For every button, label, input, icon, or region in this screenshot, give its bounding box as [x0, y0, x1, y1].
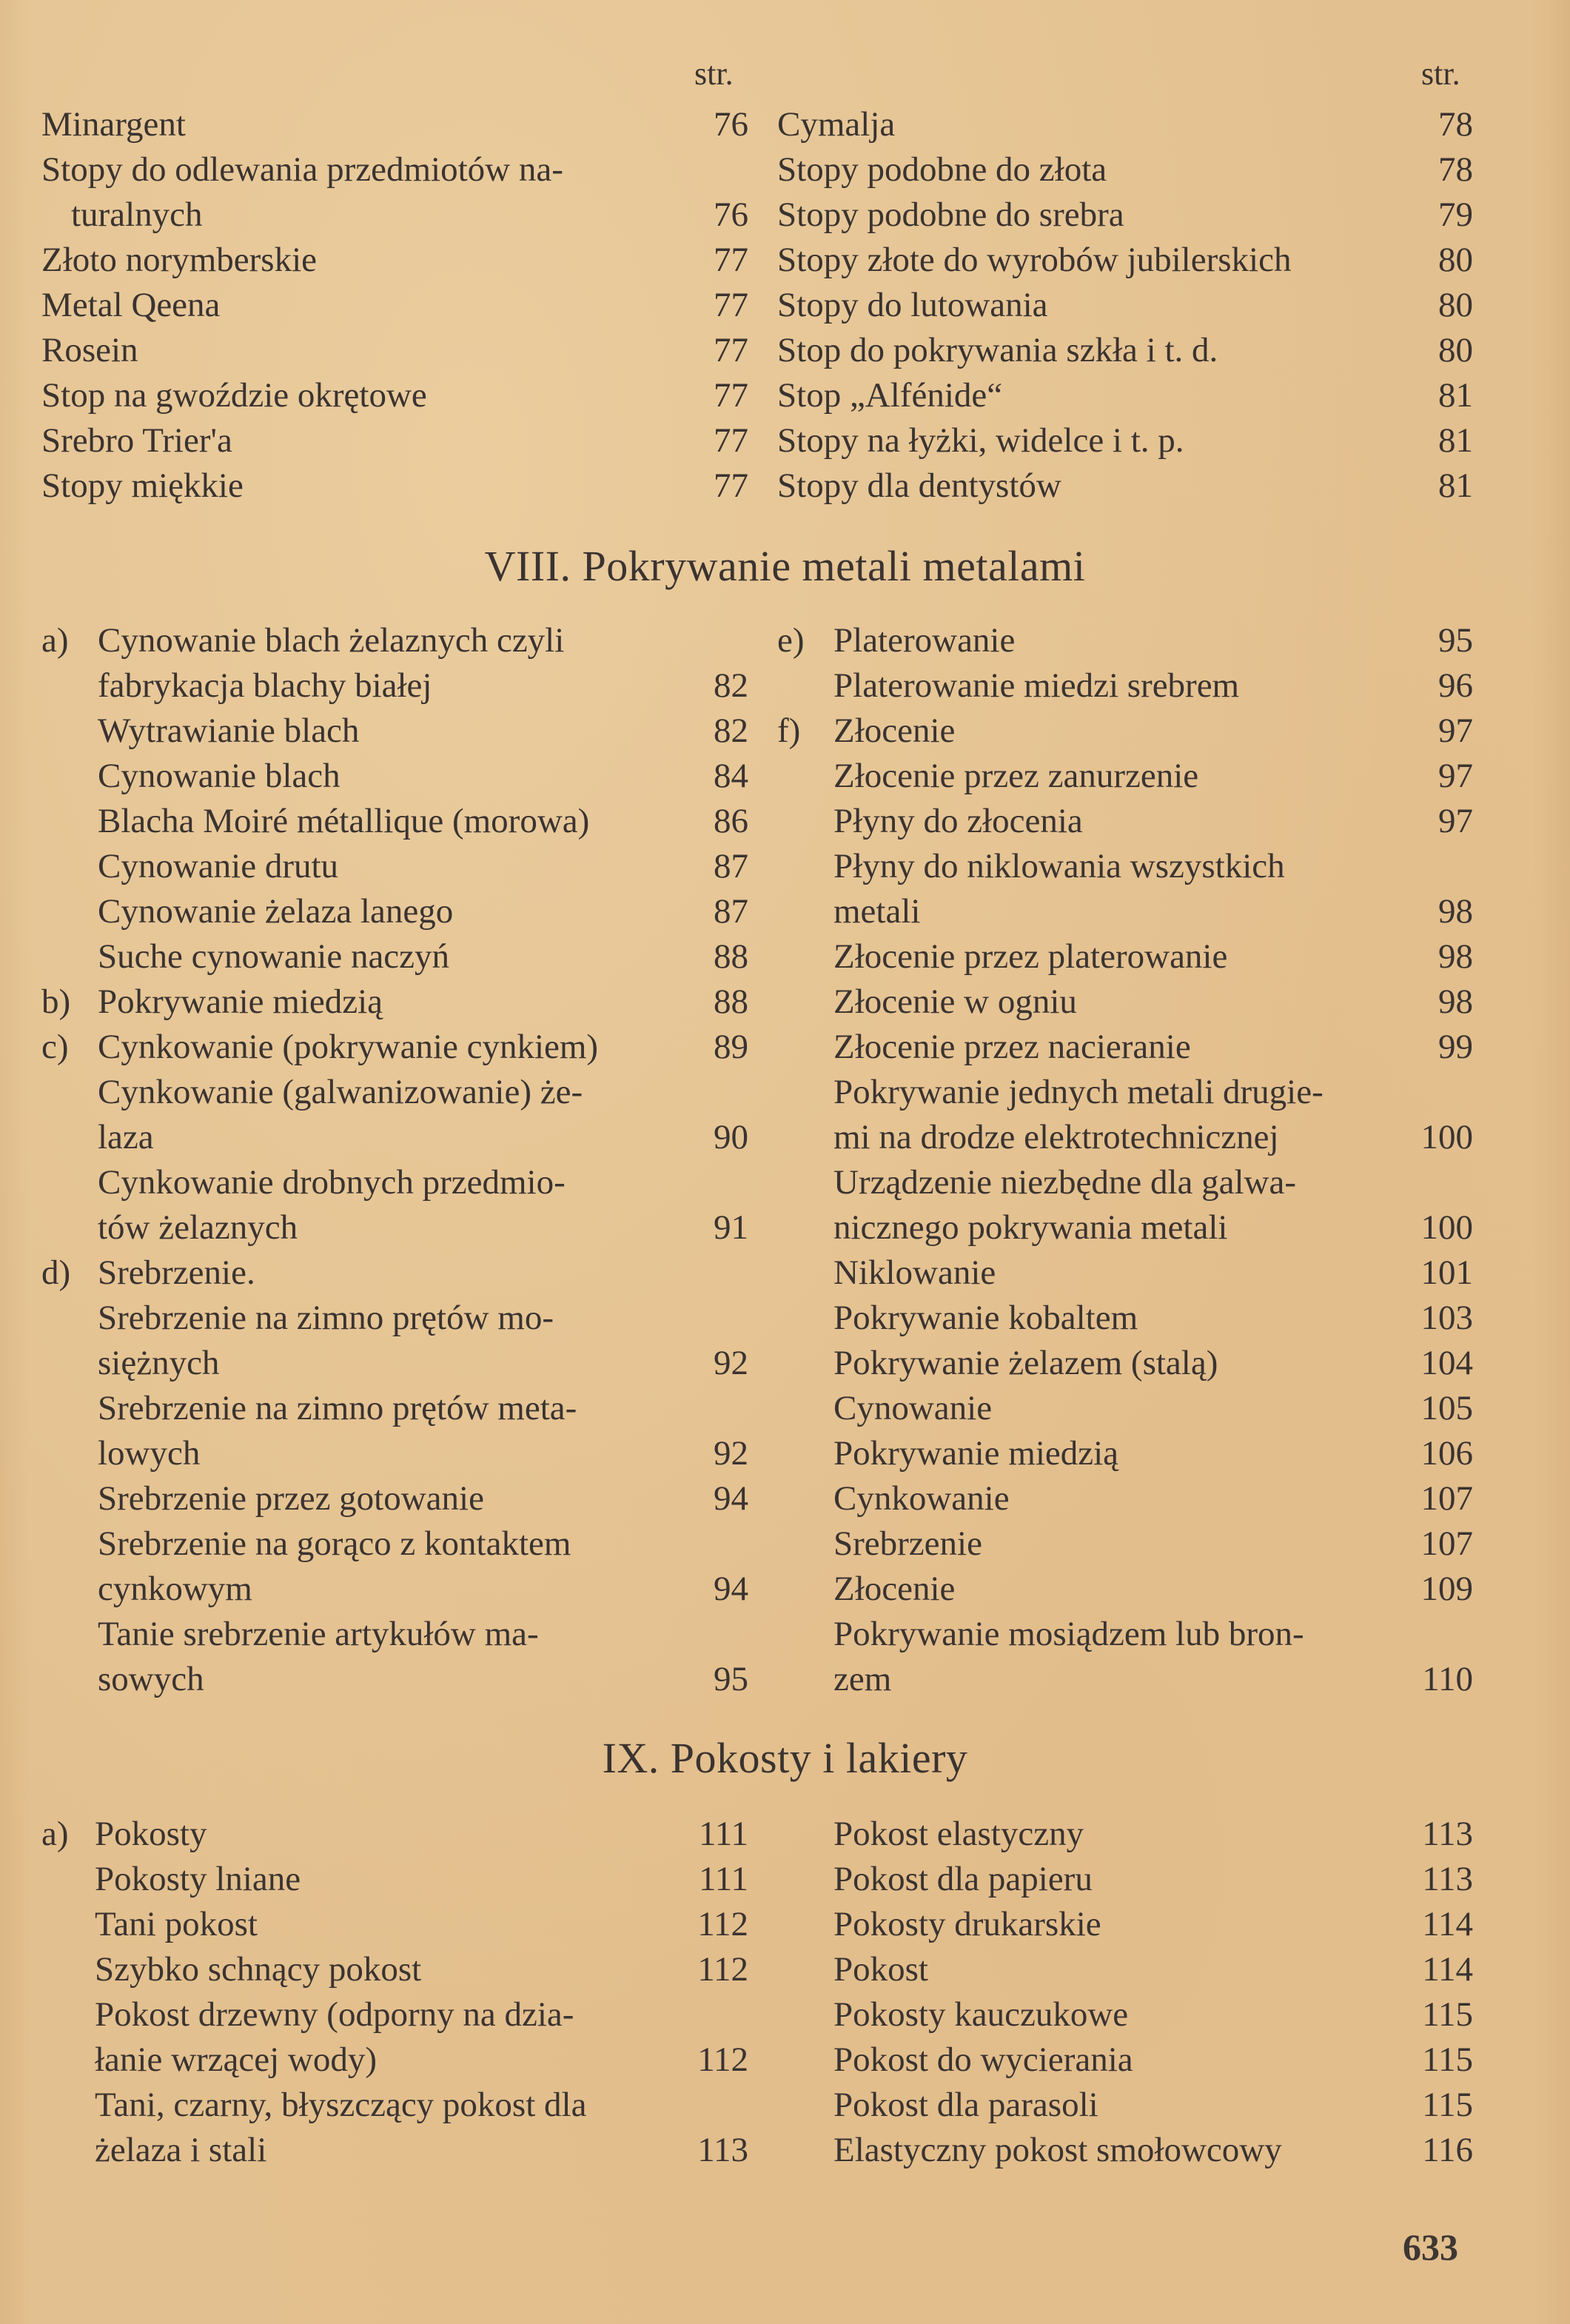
toc-entry — [41, 328, 748, 373]
toc-top-right-column — [777, 102, 1473, 509]
toc-entry — [41, 1431, 748, 1476]
toc-entry-page: 98 — [1438, 982, 1473, 1021]
toc-entry-title: Blacha Moiré métallique (morowa) — [98, 802, 590, 840]
toc-entry-page: 86 — [714, 802, 748, 840]
toc-entry-title: Złoto norymberskie — [41, 241, 318, 279]
toc-entry-title: Srebrzenie na zimno prętów mo- — [98, 1299, 554, 1337]
toc-entry-page: 97 — [1438, 802, 1473, 840]
toc-entry-page: 91 — [714, 1208, 748, 1247]
toc-entry-title: Stop „Alfénide“ — [777, 376, 1003, 415]
toc-entry-page: 88 — [714, 937, 748, 976]
toc-entry-page: 106 — [1420, 1434, 1473, 1473]
toc-entry-title: Srebrzenie przez gotowanie — [98, 1479, 484, 1518]
toc-entry-page: 84 — [714, 757, 748, 795]
toc-entry-title: Pokost dla parasoli — [833, 2086, 1098, 2124]
toc-entry-title: Tani, czarny, błyszczący pokost dla — [95, 2086, 587, 2124]
toc-entry-page: 82 — [714, 711, 748, 750]
toc-entry — [41, 1205, 748, 1250]
toc-entry — [777, 1812, 1473, 1857]
toc-entry-title: Złocenie — [833, 711, 956, 750]
toc-entry-title: Pokosty lniane — [95, 1860, 301, 1898]
toc-entry-page: 98 — [1438, 892, 1473, 931]
section-title-ix: IX. Pokosty i lakiery — [602, 1734, 968, 1782]
toc-entry — [41, 192, 748, 238]
toc-entry — [41, 1992, 748, 2037]
toc-entry-page: 107 — [1420, 1479, 1473, 1518]
toc-entry — [41, 2037, 748, 2083]
toc-entry-page: 92 — [714, 1434, 748, 1473]
toc-entry — [777, 1857, 1473, 1902]
toc-entry-page: 80 — [1438, 331, 1473, 369]
section-viii-right-column — [777, 618, 1473, 1702]
toc-entry — [41, 2128, 748, 2173]
toc-entry-page: 77 — [714, 331, 748, 369]
toc-entry-title: Cynowanie blach — [98, 757, 340, 795]
toc-entry — [777, 147, 1473, 192]
toc-entry-title: Cynowanie drutu — [98, 847, 339, 885]
toc-entry — [777, 799, 1473, 844]
toc-entry-page: 77 — [714, 466, 748, 505]
toc-entry — [777, 1476, 1473, 1521]
toc-entry-title: Stop na gwoździe okrętowe — [41, 376, 427, 415]
toc-entry-title: Cynkowanie drobnych przedmio- — [98, 1163, 566, 1202]
toc-entry-title: fabrykacja blachy białej — [98, 666, 432, 705]
toc-entry-title: Srebro Trier'a — [41, 421, 232, 460]
toc-entry-title: nicznego pokrywania metali — [833, 1208, 1228, 1247]
toc-entry — [777, 663, 1473, 709]
toc-entry-title: Platerowanie — [833, 621, 1016, 660]
toc-entry-title: Złocenie przez nacieranie — [833, 1028, 1191, 1066]
toc-entry — [41, 1612, 748, 1657]
toc-entry-page: 82 — [714, 666, 748, 705]
toc-entry-title: Niklowanie — [833, 1253, 996, 1292]
toc-entry — [41, 844, 748, 889]
toc-entry-title: Złocenie przez platerowanie — [833, 937, 1228, 976]
toc-entry-title: Stopy na łyżki, widelce i t. p. — [777, 421, 1184, 460]
toc-entry-title: Stopy podobne do srebra — [777, 195, 1124, 234]
toc-entry-page: 94 — [714, 1479, 748, 1518]
toc-entry-letter: a) — [41, 621, 69, 660]
toc-entry-page: 115 — [1422, 2086, 1473, 2124]
toc-entry — [777, 709, 1473, 754]
toc-entry-title: mi na drodze elektrotechnicznej — [833, 1118, 1279, 1156]
toc-entry — [41, 1070, 748, 1115]
toc-entry-page: 81 — [1438, 466, 1473, 505]
toc-entry-page: 113 — [1422, 1815, 1473, 1853]
toc-entry-title: Pokosty drukarskie — [833, 1905, 1101, 1943]
toc-entry-page: 103 — [1420, 1299, 1473, 1337]
toc-entry-title: Pokrywanie miedzią — [98, 982, 383, 1021]
toc-entry-title: Płyny do złocenia — [833, 802, 1083, 840]
toc-entry-page: 105 — [1420, 1389, 1473, 1427]
toc-entry — [777, 1115, 1473, 1160]
toc-entry-title: Cynowanie — [833, 1389, 993, 1427]
toc-entry — [41, 1521, 748, 1567]
toc-entry — [41, 238, 748, 283]
toc-entry-title: Pokrywanie kobaltem — [833, 1299, 1138, 1337]
toc-entry-title: laza — [98, 1118, 154, 1156]
toc-entry-page: 89 — [714, 1028, 748, 1066]
toc-entry-page: 78 — [1438, 105, 1473, 144]
toc-entry-page: 79 — [1438, 195, 1473, 234]
section-ix-left-column — [41, 1812, 748, 2173]
toc-entry-title: Suche cynowanie naczyń — [98, 937, 450, 976]
toc-entry — [41, 2083, 748, 2128]
toc-entry — [777, 1250, 1473, 1296]
toc-top-left-column — [41, 102, 748, 509]
toc-entry-page: 94 — [714, 1570, 748, 1608]
toc-entry — [777, 1947, 1473, 1992]
toc-entry — [777, 1160, 1473, 1205]
toc-entry — [777, 2128, 1473, 2173]
toc-entry-letter: f) — [777, 711, 801, 750]
toc-entry — [777, 1902, 1473, 1947]
toc-entry-title: Stop do pokrywania szkła i t. d. — [777, 331, 1218, 369]
toc-entry-title: Pokrywanie mosiądzem lub bron- — [833, 1615, 1304, 1653]
toc-entry-page: 107 — [1420, 1524, 1473, 1563]
toc-entry — [41, 1567, 748, 1612]
toc-entry-letter: d) — [41, 1253, 71, 1292]
toc-entry-page: 109 — [1420, 1570, 1473, 1608]
toc-entry-page: 113 — [1422, 1860, 1473, 1898]
toc-entry — [777, 418, 1473, 463]
toc-entry — [41, 1902, 748, 1947]
toc-entry — [41, 147, 748, 192]
toc-entry-page: 81 — [1438, 421, 1473, 460]
toc-entry — [777, 2083, 1473, 2128]
toc-entry-title: Stopy złote do wyrobów jubilerskich — [777, 241, 1292, 279]
toc-entry-title: Szybko schnący pokost — [95, 1950, 422, 1989]
toc-entry-page: 113 — [697, 2131, 748, 2169]
toc-entry-title: Urządzenie niezbędne dla galwa- — [833, 1163, 1296, 1202]
toc-entry — [41, 1025, 748, 1070]
toc-entry-title: metali — [833, 892, 921, 931]
toc-entry — [777, 1657, 1473, 1702]
page-number: 633 — [1403, 2226, 1458, 2268]
toc-entry-title: Srebrzenie — [833, 1524, 982, 1563]
section-title-viii: VIII. Pokrywanie metali metalami — [484, 542, 1086, 590]
toc-entry-title: Pokost — [833, 1950, 928, 1989]
toc-entry-title: łanie wrzącej wody) — [95, 2040, 378, 2079]
toc-entry-title: Stopy do odlewania przedmiotów na- — [41, 150, 563, 189]
toc-entry-page: 76 — [714, 195, 748, 234]
toc-entry-title: Pokost dla papieru — [833, 1860, 1093, 1898]
toc-entry — [777, 889, 1473, 934]
toc-entry-title: Wytrawianie blach — [98, 711, 360, 750]
toc-entry-title: Tanie srebrzenie artykułów ma- — [98, 1615, 539, 1653]
toc-entry — [777, 1992, 1473, 2037]
toc-entry-page: 112 — [697, 2040, 748, 2079]
toc-entry — [41, 1476, 748, 1521]
toc-entry-letter: a) — [41, 1815, 69, 1853]
toc-entry — [777, 283, 1473, 328]
toc-entry-title: Stopy dla dentystów — [777, 466, 1061, 505]
toc-entry-page: 114 — [1422, 1905, 1473, 1943]
toc-entry-page: 97 — [1438, 711, 1473, 750]
toc-entry — [777, 1386, 1473, 1431]
toc-entry-page: 77 — [714, 241, 748, 279]
toc-entry-page: 114 — [1422, 1950, 1473, 1989]
toc-entry-page: 99 — [1438, 1028, 1473, 1066]
toc-entry — [777, 238, 1473, 283]
toc-entry — [777, 980, 1473, 1025]
toc-entry — [41, 663, 748, 709]
toc-entry-page: 95 — [714, 1660, 748, 1698]
toc-entry-title: Pokosty — [95, 1815, 207, 1853]
toc-entry — [777, 328, 1473, 373]
toc-entry-page: 77 — [714, 421, 748, 460]
toc-entry — [41, 418, 748, 463]
toc-entry-title: Pokrywanie żelazem (stalą) — [833, 1344, 1218, 1382]
toc-entry-title: zem — [833, 1660, 892, 1698]
toc-entry-title: Pokost do wycierania — [833, 2040, 1133, 2079]
toc-entry — [41, 1857, 748, 1902]
toc-entry — [41, 754, 748, 799]
toc-entry-title: Pokosty kauczukowe — [833, 1995, 1129, 2034]
toc-entry-title: Tani pokost — [95, 1905, 258, 1943]
toc-entry-page: 81 — [1438, 376, 1473, 415]
toc-entry — [41, 980, 748, 1025]
toc-entry-page: 87 — [714, 892, 748, 931]
toc-entry-title: Srebrzenie na zimno prętów meta- — [98, 1389, 577, 1427]
toc-entry — [41, 709, 748, 754]
toc-entry — [777, 1205, 1473, 1250]
toc-entry-title: żelaza i stali — [95, 2131, 267, 2169]
toc-entry-title: Rosein — [41, 331, 138, 369]
toc-entry — [41, 463, 748, 509]
toc-entry-letter: e) — [777, 621, 805, 660]
toc-entry-page: 100 — [1420, 1118, 1473, 1156]
toc-entry-page: 78 — [1438, 150, 1473, 189]
toc-entry — [777, 934, 1473, 980]
toc-entry-page: 88 — [714, 982, 748, 1021]
toc-entry-title: lowych — [98, 1434, 201, 1473]
toc-entry-title: Minargent — [41, 105, 186, 144]
toc-entry-title: Srebrzenie. — [98, 1253, 255, 1292]
toc-entry-title: Cynowanie żelaza lanego — [98, 892, 454, 931]
toc-entry — [41, 934, 748, 980]
toc-entry — [777, 1296, 1473, 1341]
toc-entry-title: Stopy podobne do złota — [777, 150, 1107, 189]
toc-entry-page: 100 — [1420, 1208, 1473, 1247]
toc-entry-title: Elastyczny pokost smołowcowy — [833, 2131, 1282, 2169]
toc-entry-page: 90 — [714, 1118, 748, 1156]
toc-entry — [41, 1386, 748, 1431]
toc-entry-page: 115 — [1422, 2040, 1473, 2079]
toc-entry-title: Złocenie w ogniu — [833, 982, 1077, 1021]
toc-entry-page: 104 — [1420, 1344, 1473, 1382]
toc-entry-title: tów żelaznych — [98, 1208, 298, 1247]
toc-entry-title: Płyny do niklowania wszystkich — [833, 847, 1285, 885]
toc-entry-title: siężnych — [98, 1344, 220, 1382]
toc-entry-page: 112 — [697, 1950, 748, 1989]
section-viii-left-column — [41, 618, 748, 1702]
toc-entry — [777, 1521, 1473, 1567]
toc-entry-title: Pokost drzewny (odporny na dzia- — [95, 1995, 574, 2034]
toc-entry — [777, 844, 1473, 889]
toc-entry — [41, 373, 748, 418]
toc-entry-page: 115 — [1422, 1995, 1473, 2034]
toc-entry-title: Pokrywanie jednych metali drugie- — [833, 1073, 1324, 1111]
toc-entry — [41, 102, 748, 147]
toc-entry — [777, 618, 1473, 663]
toc-entry — [777, 2037, 1473, 2083]
toc-entry — [777, 1025, 1473, 1070]
toc-entry — [41, 1160, 748, 1205]
toc-entry-title: cynkowym — [98, 1570, 252, 1608]
toc-entry — [41, 1657, 748, 1702]
toc-entry-page: 92 — [714, 1344, 748, 1382]
toc-entry — [41, 1250, 748, 1296]
toc-entry-page: 77 — [714, 286, 748, 324]
toc-entry-page: 111 — [698, 1860, 748, 1898]
toc-entry — [777, 1567, 1473, 1612]
toc-entry-page: 98 — [1438, 937, 1473, 976]
toc-entry — [41, 1812, 748, 1857]
toc-entry-title: Cynkowanie — [833, 1479, 1010, 1518]
toc-entry-letter: b) — [41, 982, 71, 1021]
toc-entry-title: Cymalja — [777, 105, 896, 144]
toc-entry-title: Metal Qeena — [41, 286, 221, 324]
toc-entry-page: 112 — [697, 1905, 748, 1943]
toc-entry-title: Pokrywanie miedzią — [833, 1434, 1119, 1473]
toc-entry — [41, 1296, 748, 1341]
toc-entry-title: Srebrzenie na gorąco z kontaktem — [98, 1524, 571, 1563]
toc-entry-letter: c) — [41, 1028, 69, 1066]
toc-entry-title: Platerowanie miedzi srebrem — [833, 666, 1240, 705]
toc-entry-title: Pokost elastyczny — [833, 1815, 1084, 1853]
toc-entry-title: Cynowanie blach żelaznych czyli — [98, 621, 565, 660]
toc-entry — [777, 1070, 1473, 1115]
toc-entry-page: 77 — [714, 376, 748, 415]
toc-entry — [41, 1115, 748, 1160]
toc-entry-title: Złocenie przez zanurzenie — [833, 757, 1199, 795]
toc-entry — [777, 1612, 1473, 1657]
toc-entry — [777, 102, 1473, 147]
toc-entry — [41, 1341, 748, 1386]
toc-entry — [41, 283, 748, 328]
page-column-header-left: str. — [694, 56, 734, 92]
section-ix-right-column — [777, 1812, 1473, 2173]
toc-entry-page: 101 — [1420, 1253, 1473, 1292]
toc-entry-title: Złocenie — [833, 1570, 956, 1608]
toc-entry-page: 97 — [1438, 757, 1473, 795]
toc-entry-page: 87 — [714, 847, 748, 885]
page-column-header-right: str. — [1421, 56, 1460, 92]
toc-entry-page: 80 — [1438, 241, 1473, 279]
toc-entry — [777, 192, 1473, 238]
toc-entry-title: turalnych — [71, 195, 203, 234]
toc-entry-page: 96 — [1438, 666, 1473, 705]
toc-entry-title: sowych — [98, 1660, 204, 1698]
toc-entry — [777, 1431, 1473, 1476]
toc-entry-title: Stopy do lutowania — [777, 286, 1048, 324]
toc-entry-page: 80 — [1438, 286, 1473, 324]
toc-entry — [777, 1341, 1473, 1386]
toc-entry-page: 111 — [698, 1815, 748, 1853]
toc-entry — [777, 463, 1473, 509]
toc-entry-title: Cynkowanie (galwanizowanie) że- — [98, 1073, 583, 1111]
toc-entry — [41, 618, 748, 663]
toc-entry — [777, 373, 1473, 418]
toc-entry-page: 76 — [714, 105, 748, 144]
toc-entry-page: 110 — [1422, 1660, 1473, 1698]
toc-entry — [41, 1947, 748, 1992]
toc-entry-page: 95 — [1438, 621, 1473, 660]
toc-entry-title: Stopy miękkie — [41, 466, 244, 505]
toc-entry — [41, 889, 748, 934]
toc-entry — [777, 754, 1473, 799]
toc-entry-page: 116 — [1422, 2131, 1473, 2169]
toc-entry-title: Cynkowanie (pokrywanie cynkiem) — [98, 1028, 599, 1066]
toc-entry — [41, 799, 748, 844]
